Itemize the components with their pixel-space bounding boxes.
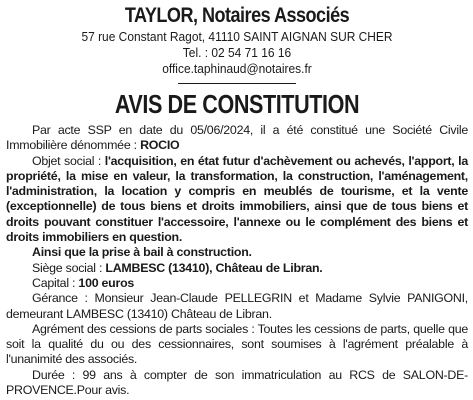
capital-value: 100 euros [78, 275, 135, 290]
objet-extra-paragraph [6, 245, 468, 260]
siege-paragraph [6, 261, 468, 276]
objet-extra: Ainsi que la prise à bail à construction. [32, 245, 252, 260]
capital-label: Capital : [32, 275, 76, 290]
intro-text: Par acte SSP en date du 05/06/2024, il a été constitué une Société Civile Immobilière dénommée : [6, 123, 468, 153]
objet-text: l'acquisition, en état futur d'achèvement ou achevés, l'apport, la propriété, la mise en valeur, la transformation, la construction, l'aménagement, l'administration, la location y compris en meublés de tourisme, et la vente (exceptionnelle) de tous biens et droits immobiliers, ainsi que de tous biens et droits pouvant constituer l'accessoire, l'annexe ou le complément des biens et droits immobiliers en question. [6, 153, 468, 245]
notice-body [6, 123, 468, 398]
siege-label: Siège social : [32, 260, 103, 275]
objet-label: Objet social : [32, 153, 102, 168]
firm-header [6, 3, 468, 77]
capital-paragraph [6, 276, 468, 291]
denomination: ROCIO [140, 138, 180, 153]
objet-paragraph [6, 154, 468, 246]
firm-phone: Tel. : 02 54 71 16 16 [182, 45, 292, 60]
divider [178, 83, 296, 84]
intro-paragraph [6, 123, 468, 154]
firm-name: TAYLOR, Notaires Associés [124, 4, 350, 27]
siege-value: LAMBESC (13410), Château de Libran. [105, 260, 323, 275]
firm-address: 57 rue Constant Ragot, 41110 SAINT AIGNAN SUR CHER [81, 29, 393, 44]
notice-title: AVIS DE CONSTITUTION [114, 89, 360, 119]
agrement-paragraph: Agrément des cessions de parts sociales : Toutes les cessions de parts, quelle que soit la qualité du ou des cessionnaires, sont soumises à l'agrément préalable à l'unanimité des associés. [6, 321, 468, 367]
gerance-paragraph: Gérance : Monsieur Jean-Claude PELLEGRIN et Madame Sylvie PANIGONI, demeurant LAMBESC (13410) Château de Libran. [6, 291, 468, 321]
duree-paragraph: Durée : 99 ans à compter de son immatriculation au RCS de SALON-DE-PROVENCE.Pour avis. [6, 367, 468, 398]
firm-email: office.taphinaud@notaires.fr [162, 61, 312, 76]
